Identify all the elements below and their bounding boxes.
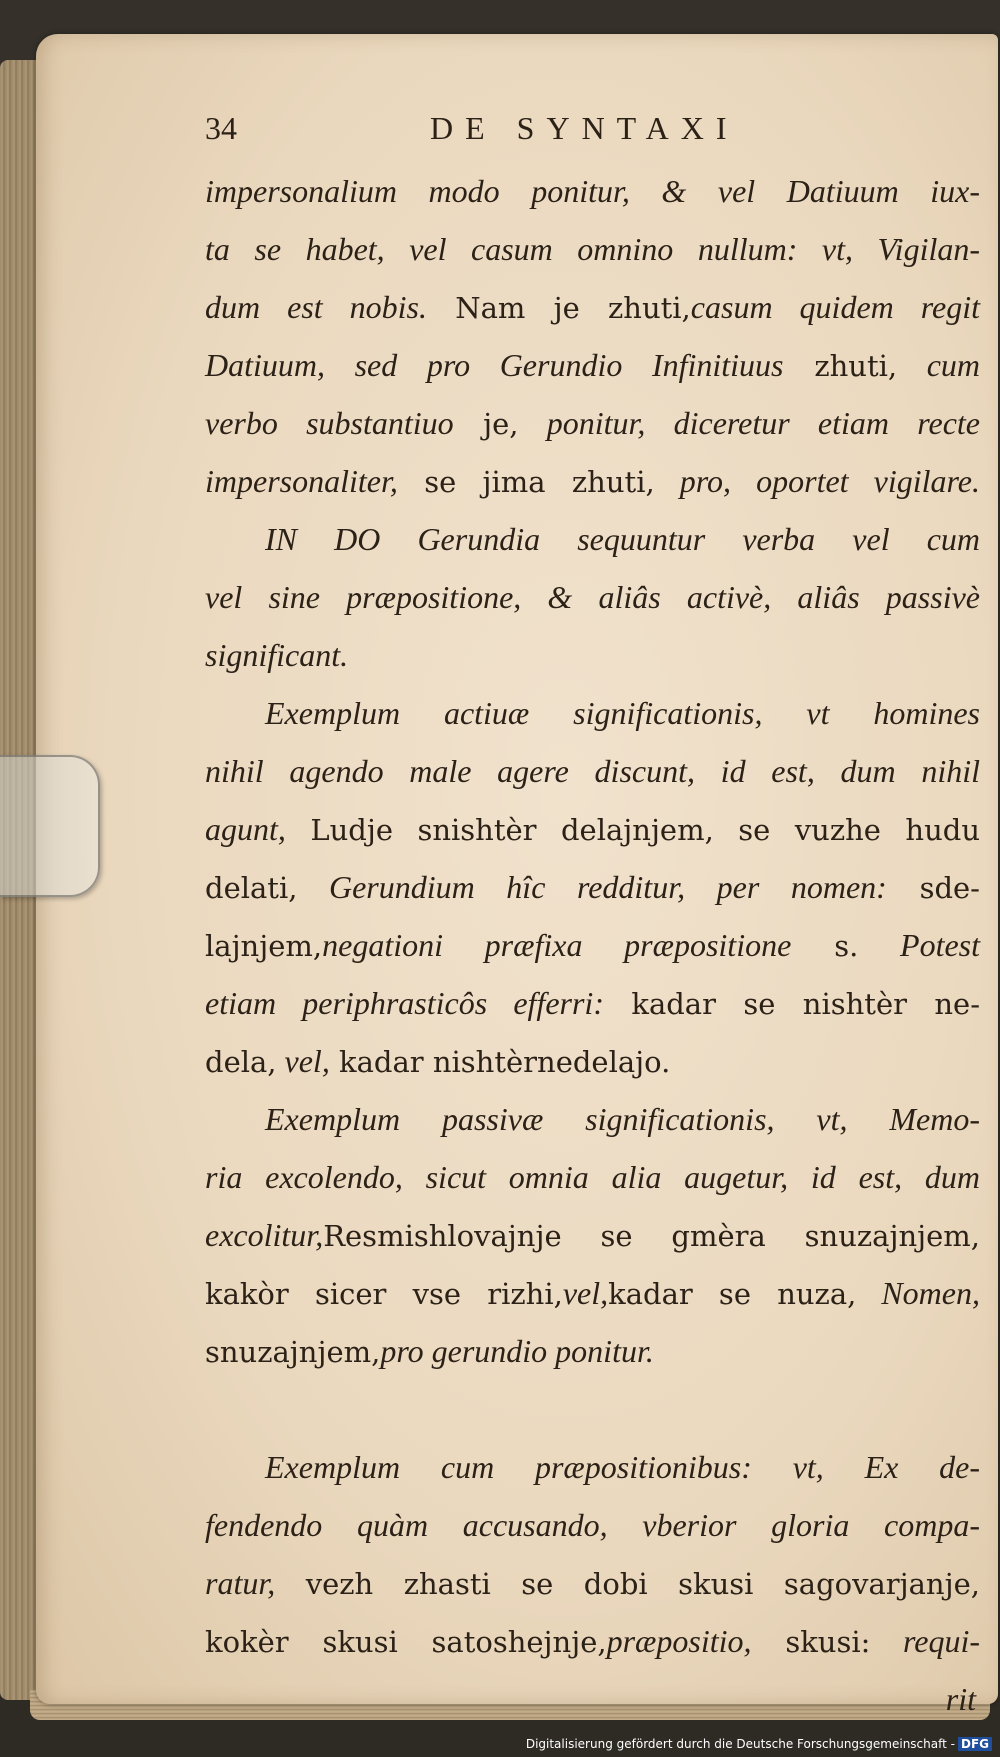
latin-text: ratur, xyxy=(205,1565,276,1601)
latin-text: vel, xyxy=(562,1275,609,1311)
latin-text: verbo substantiuo xyxy=(205,405,454,441)
text-line xyxy=(205,858,980,916)
latin-text: negationi præfixa præpositione xyxy=(322,927,792,963)
latin-text: pro gerundio ponitur. xyxy=(380,1333,654,1369)
text-line xyxy=(205,1554,980,1612)
slovene-text: Resmishlovajnje se gmèra snuzajnjem, xyxy=(323,1219,980,1253)
latin-text: impersonalium modo ponitur, & vel Datiuum iux- xyxy=(205,173,980,209)
slovene-text: kadar se nuza, xyxy=(608,1277,857,1311)
slovene-text: se jima zhuti, xyxy=(397,465,655,499)
credit-text: Digitalisierung gefördert durch die Deutsche Forschungsgemeinschaft - xyxy=(525,1737,955,1751)
latin-text: Potest xyxy=(858,927,981,963)
catchword xyxy=(205,1670,980,1728)
latin-text: Nomen, xyxy=(856,1275,980,1311)
latin-text: Exemplum cum præpositionibus: vt, Ex de- xyxy=(265,1449,980,1485)
slovene-text: dela, xyxy=(205,1045,277,1079)
latin-text: pro, oportet vigilare. xyxy=(654,463,980,499)
text-line xyxy=(205,568,980,626)
slovene-text: kokèr skusi satoshejnje, xyxy=(205,1625,607,1659)
latin-text: fendendo quàm accusando, vberior gloria compa- xyxy=(205,1507,980,1543)
dfg-logo: DFG xyxy=(958,1737,992,1751)
text-line xyxy=(205,1148,980,1206)
latin-text: IN DO Gerundia sequuntur verba vel cum xyxy=(265,521,980,557)
page-number: 34 xyxy=(205,110,237,146)
latin-text: Gerundium hîc redditur, per nomen: xyxy=(297,869,887,905)
latin-text: vel sine præpositione, & aliâs activè, aliâs passivè xyxy=(205,579,980,615)
text-line xyxy=(205,1206,980,1264)
text-line xyxy=(205,1322,980,1380)
text-line xyxy=(205,1612,980,1670)
slovene-text: kadar nishtèrnedelajo. xyxy=(329,1045,671,1079)
text-line xyxy=(205,452,980,510)
slovene-text: Nam je zhuti, xyxy=(427,291,691,325)
latin-text: vel, xyxy=(276,1043,330,1079)
text-line xyxy=(205,974,980,1032)
text-line xyxy=(205,1438,980,1496)
running-title: DE SYNTAXI xyxy=(430,110,739,146)
page-text xyxy=(205,110,980,1728)
slovene-text: lajnjem, xyxy=(205,929,323,963)
text-line xyxy=(205,1032,980,1090)
slovene-text: skusi: xyxy=(751,1625,871,1659)
text-line xyxy=(205,1264,980,1322)
latin-text: cum xyxy=(897,347,981,383)
blank-line xyxy=(205,1380,980,1438)
slovene-text: Ludje snishtèr delajnjem, se vuzhe hudu xyxy=(285,813,980,847)
latin-text: etiam periphrasticôs efferri: xyxy=(205,985,604,1021)
latin-text: casum quidem regit xyxy=(690,289,981,325)
latin-text: dum est nobis. xyxy=(205,289,428,325)
text-line xyxy=(205,916,980,974)
latin-text: excolitur, xyxy=(205,1217,324,1253)
text-line xyxy=(205,220,980,278)
text-line xyxy=(205,684,980,742)
latin-text: requi- xyxy=(870,1623,980,1659)
page-clip xyxy=(0,755,100,897)
slovene-text: s. xyxy=(791,929,859,963)
slovene-text: vezh zhasti se dobi skusi sagovarjanje, xyxy=(275,1567,980,1601)
text-lines xyxy=(205,162,980,1670)
slovene-text: zhuti, xyxy=(783,349,898,383)
latin-text: Exemplum actiuæ significationis, vt homines xyxy=(265,695,980,731)
text-line xyxy=(205,742,980,800)
text-line xyxy=(205,1090,980,1148)
text-line xyxy=(205,1496,980,1554)
latin-text: significant. xyxy=(205,637,349,673)
slovene-text: je, xyxy=(453,407,519,441)
text-line xyxy=(205,626,980,684)
text-line xyxy=(205,800,980,858)
digitization-credit xyxy=(526,1737,992,1751)
text-line xyxy=(205,162,980,220)
text-line xyxy=(205,510,980,568)
text-line xyxy=(205,394,980,452)
latin-text: Datiuum, sed pro Gerundio Infinitiuus xyxy=(205,347,784,383)
catchword-text: rit xyxy=(945,1681,976,1717)
slovene-text: delati, xyxy=(205,871,298,905)
latin-text: ria excolendo, sicut omnia alia augetur, id est, dum xyxy=(205,1159,980,1195)
slovene-text: kakòr sicer vse rizhi, xyxy=(205,1277,563,1311)
latin-text: ta se habet, vel casum omnino nullum: vt, Vigilan- xyxy=(205,231,980,267)
latin-text: impersonaliter, xyxy=(205,463,398,499)
slovene-text: snuzajnjem, xyxy=(205,1335,381,1369)
page-header xyxy=(205,110,980,160)
slovene-text: sde- xyxy=(886,871,980,905)
slovene-text: kadar se nishtèr ne- xyxy=(603,987,981,1021)
latin-text: ponitur, diceretur etiam recte xyxy=(518,405,980,441)
text-line xyxy=(205,336,980,394)
latin-text: agunt, xyxy=(205,811,286,847)
text-line xyxy=(205,278,980,336)
latin-text: nihil agendo male agere discunt, id est, dum nihil xyxy=(205,753,980,789)
latin-text: Exemplum passivæ significationis, vt, Memo- xyxy=(265,1101,980,1137)
latin-text: præpositio, xyxy=(606,1623,752,1659)
